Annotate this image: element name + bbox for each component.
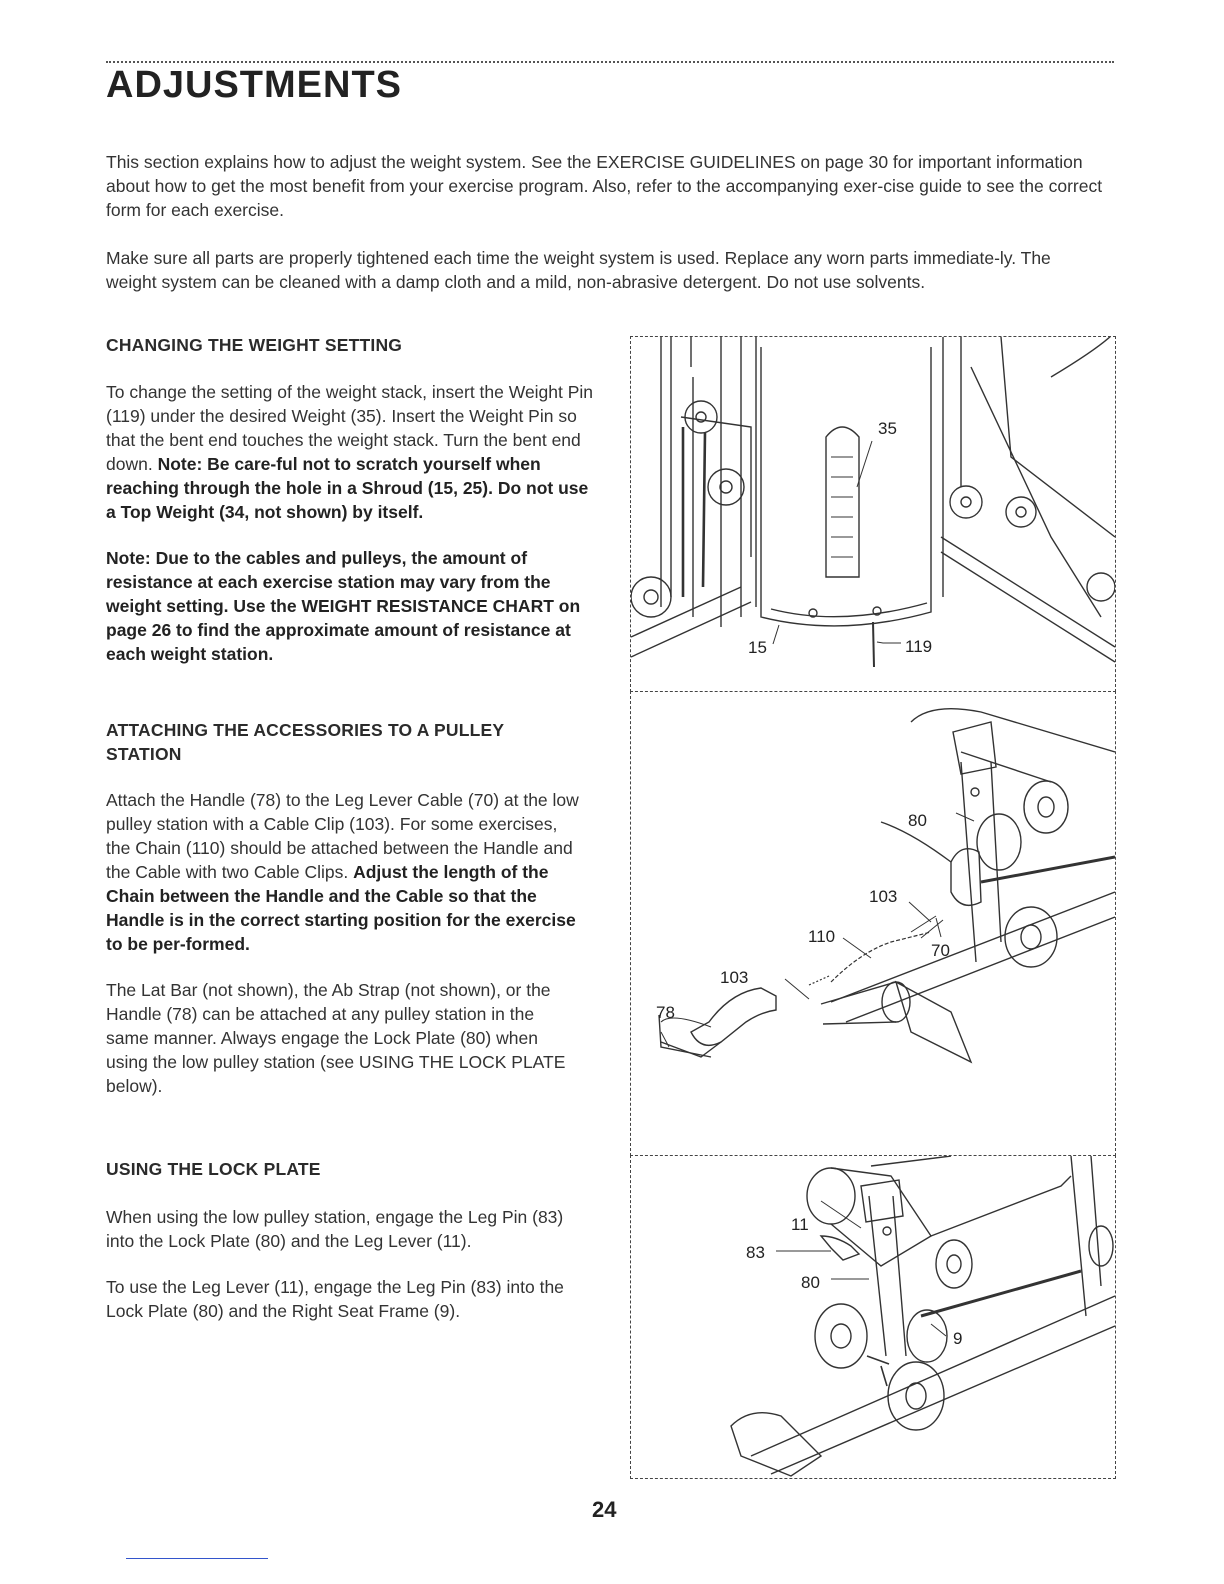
weight-paragraph-2-note: Note: Due to the cables and pulleys, the amount of resistance at each exercise station may vary from the weight setting. Use the WEIGHT RESISTANCE CHART on page 26 to find the approximate amount of resistance at each weight station. [106, 548, 581, 664]
weight-paragraph-1-note: Note: Be care-ful not to scratch yourself when reaching through the hole in a Shroud (15, 25). Do not use a Top Weight (34, not shown) by itself. [106, 454, 589, 522]
section-heading: CHANGING THE WEIGHT SETTING [106, 335, 403, 355]
top-rule [106, 61, 1114, 63]
weight-stack-illustration [631, 337, 1115, 691]
callout-15: 15 [748, 638, 767, 657]
callout-80: 80 [908, 811, 927, 830]
page-number: 24 [592, 1497, 617, 1522]
callout-80: 80 [801, 1273, 820, 1292]
accessories-paragraph-1-text: Attach the Handle (78) to the Leg Lever Cable (70) at the low pulley station with a Cable Clip (103). For some exercises, the Chain (110) should be attached between the Handle and the Cable with two Cable Clips. [106, 790, 579, 882]
callout-35: 35 [878, 419, 897, 438]
figure-weight-stack [630, 336, 1116, 692]
intro-paragraph-2: Make sure all parts are properly tightened each time the weight system is used. Replace any worn parts immediate-ly. The weight system can be cleaned with a damp cloth and a mild, non-abrasive detergent. Do not use solvents. [106, 248, 1051, 292]
lock-plate-illustration [631, 1156, 1115, 1478]
weight-paragraph-1-text: To change the setting of the weight stack, insert the Weight Pin (119) under the desired Weight (35). Insert the Weight Pin so that the bent end touches the weight stack. Turn the bent end down. [106, 382, 594, 474]
accessories-paragraph-1-note: Adjust the length of the Chain between the Handle and the Cable so that the Handle is in the correct starting position for the exercise to be per-formed. [106, 862, 576, 954]
callout-110: 110 [808, 927, 836, 946]
section-lock-plate [106, 1157, 576, 1323]
section-weight-setting [106, 333, 596, 666]
intro-paragraph-1: This section explains how to adjust the weight system. See the EXERCISE GUIDELINES on page 30 for important information about how to get the most benefit from your exercise program. Also, refer to the accompanying exer-cise guide to see the correct form for each exercise. [106, 152, 1103, 220]
callout-11: 11 [791, 1215, 809, 1234]
page-title: ADJUSTMENTS [106, 64, 403, 106]
section-heading: USING THE LOCK PLATE [106, 1159, 321, 1179]
section-heading: ATTACHING THE ACCESSORIES TO A PULLEY STATION [106, 720, 504, 764]
callout-70: 70 [931, 941, 950, 960]
figure-lock-plate [630, 1155, 1116, 1479]
callout-103-lower: 103 [720, 968, 749, 987]
accessories-paragraph-1 [106, 788, 581, 956]
figure-pulley-accessories [630, 691, 1116, 1156]
bottom-link-underline [126, 1558, 268, 1559]
weight-paragraph-1 [106, 380, 596, 524]
callout-119: 119 [905, 637, 933, 656]
pulley-accessories-illustration [631, 692, 1115, 1155]
callout-78: 78 [656, 1003, 675, 1022]
section-accessories [106, 718, 579, 1098]
lock-paragraph-2: To use the Leg Lever (11), engage the Leg Pin (83) into the Lock Plate (80) and the Right Seat Frame (9). [106, 1277, 564, 1321]
lock-paragraph-1: When using the low pulley station, engage the Leg Pin (83) into the Lock Plate (80) and the Leg Lever (11). [106, 1207, 564, 1251]
callout-103-upper: 103 [869, 887, 898, 906]
callout-9: 9 [953, 1329, 963, 1348]
callout-83: 83 [746, 1243, 765, 1262]
accessories-paragraph-2: The Lat Bar (not shown), the Ab Strap (not shown), or the Handle (78) can be attached at any pulley station in the same manner. Always engage the Lock Plate (80) when using the low pulley station (see USING THE LOCK PLATE below). [106, 980, 566, 1096]
